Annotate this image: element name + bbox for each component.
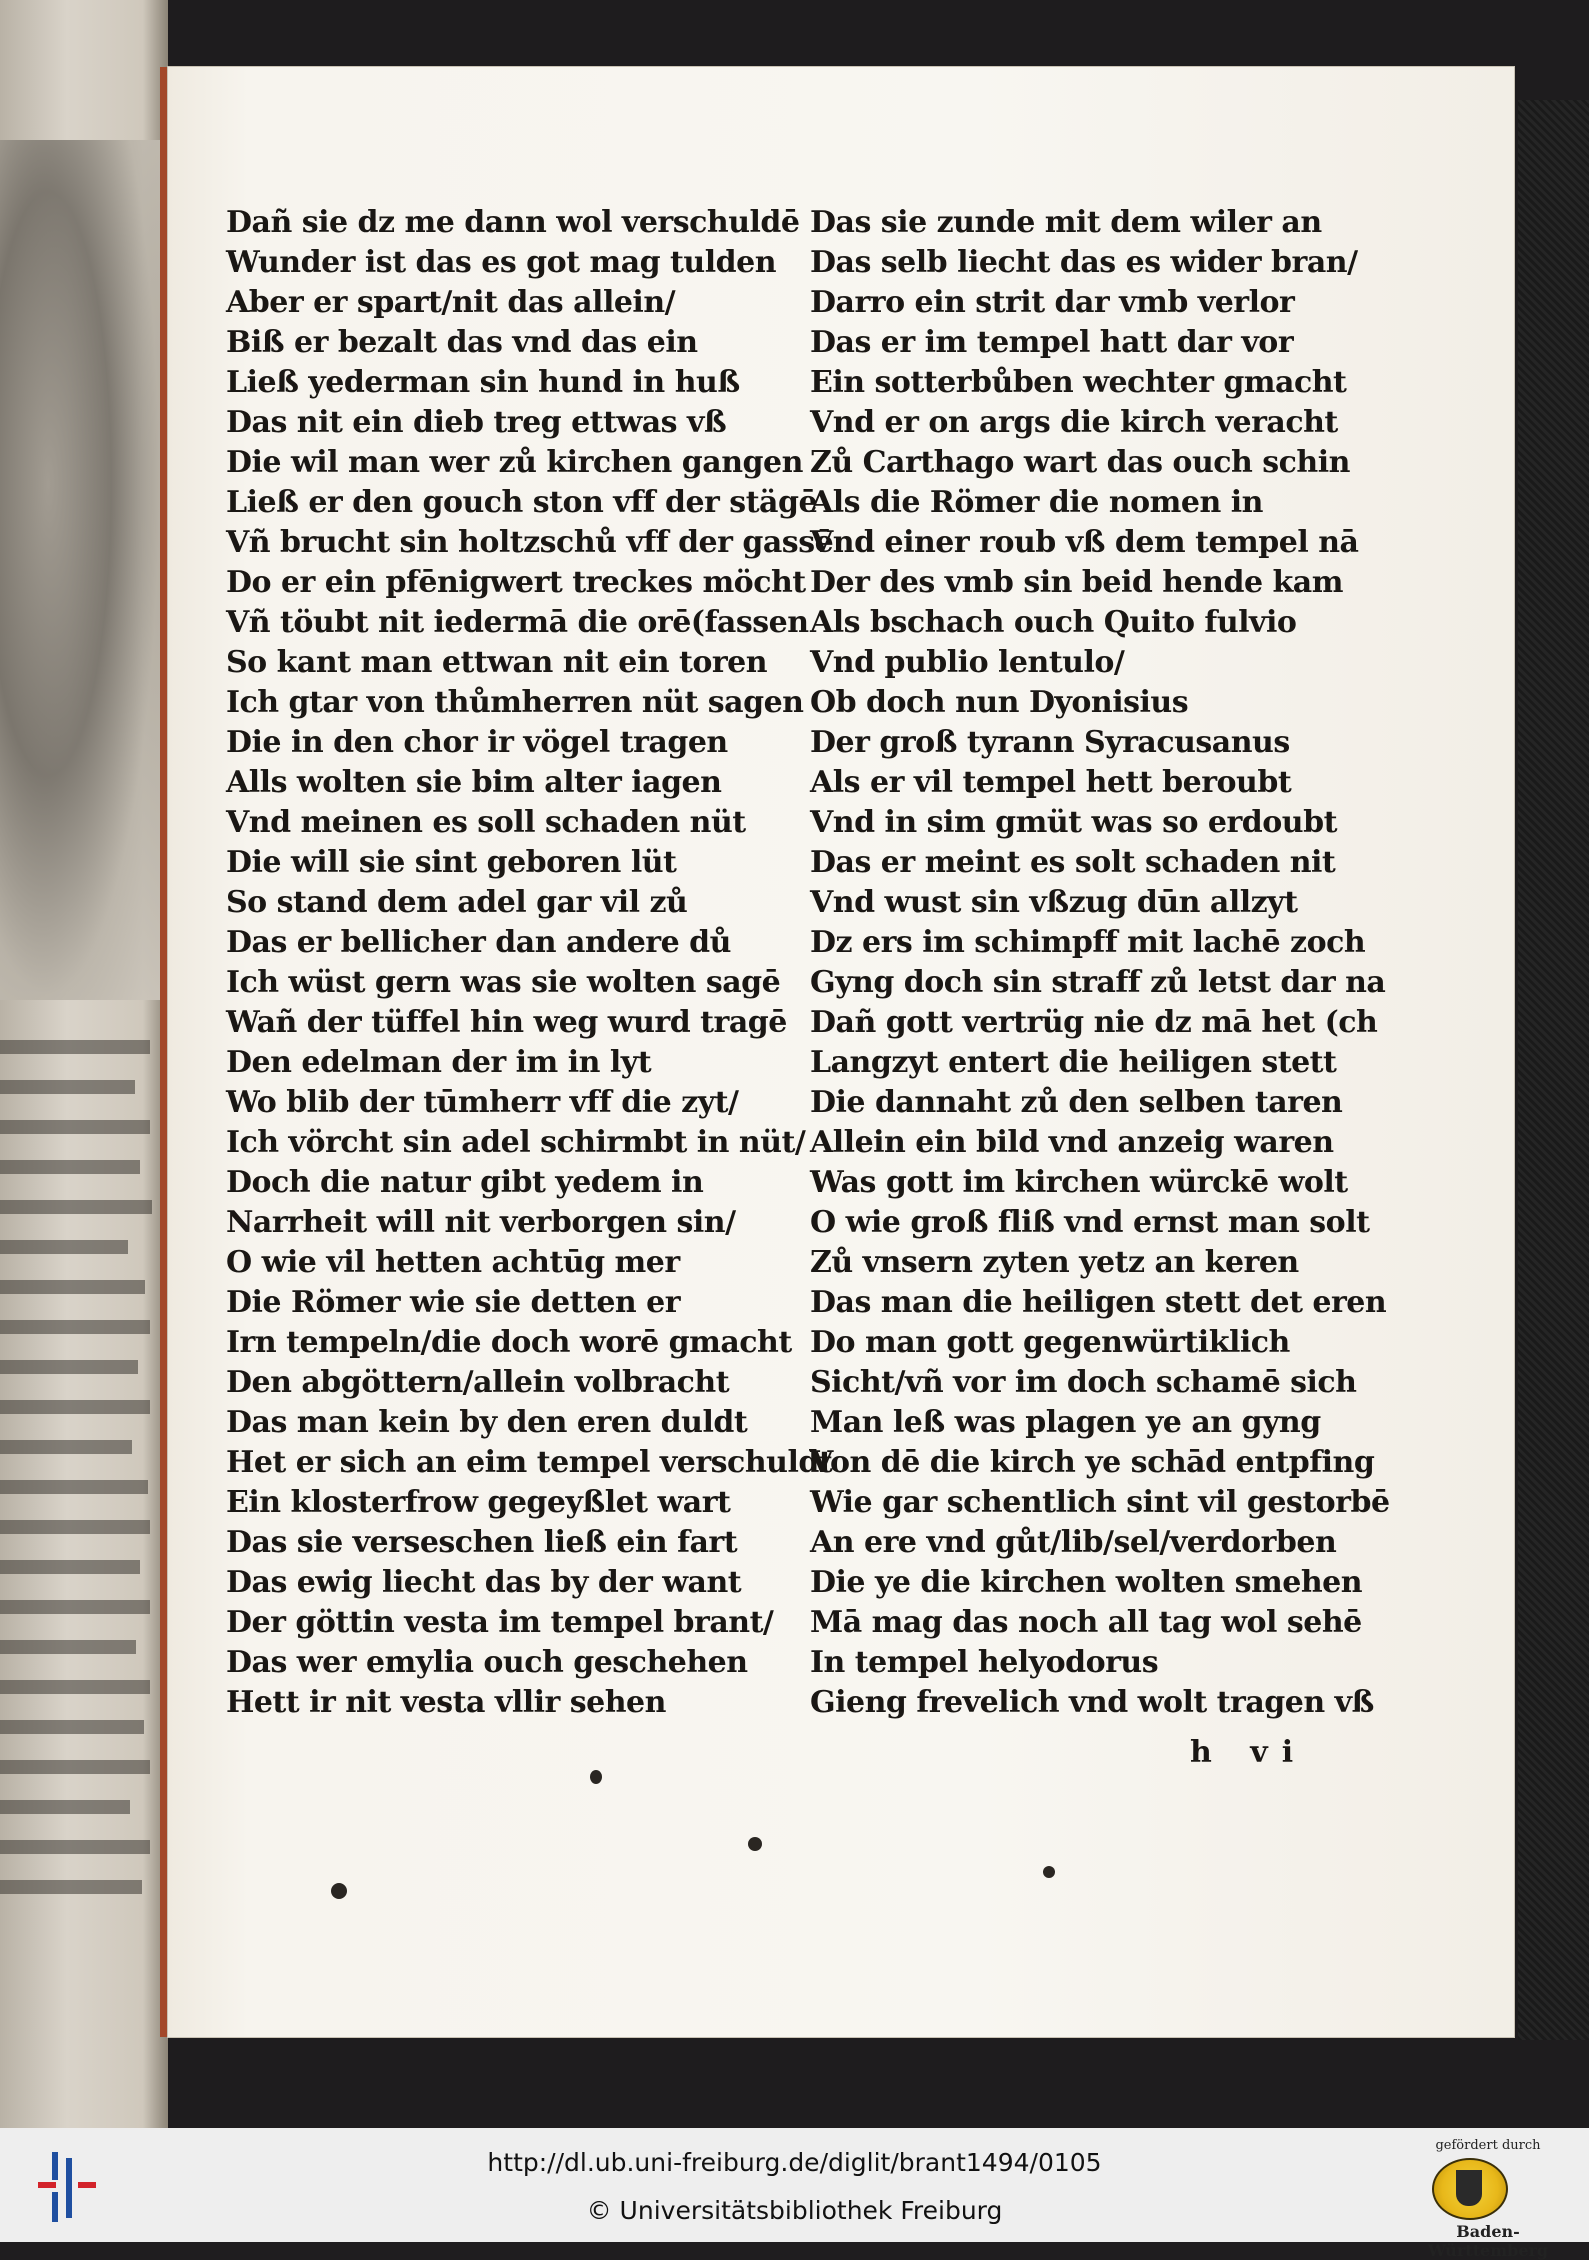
ink-spot <box>331 1883 347 1899</box>
text-line: Aber er spart/nit das allein/ <box>226 285 676 320</box>
text-line: Ließ yederman sin hund in huß <box>226 365 740 400</box>
text-line: Vnd wust sin vßzug dūn allzyt <box>810 885 1298 920</box>
text-line: Darro ein strit dar vmb verlor <box>810 285 1295 320</box>
text-line: Der göttin vesta im tempel brant/ <box>226 1605 774 1640</box>
text-line: Das man die heiligen stett det eren <box>810 1285 1387 1320</box>
text-line: Ließ er den gouch ston vff der stägē <box>226 485 818 520</box>
text-line: Narrheit will nit verborgen sin/ <box>226 1205 736 1240</box>
text-line: Ich wüst gern was sie wolten sagē <box>226 965 781 1000</box>
text-line: Das nit ein dieb treg ettwas vß <box>226 405 727 440</box>
text-line: In tempel helyodorus <box>810 1645 1159 1680</box>
text-line: Ein sotterbůben wechter gmacht <box>810 365 1347 400</box>
text-line: Do er ein pfēnigwert treckes möcht <box>226 565 806 600</box>
ink-spot <box>748 1837 762 1851</box>
ink-spot <box>1043 1866 1055 1878</box>
viewer-footer <box>0 2128 1589 2260</box>
text-line: Ich gtar von thůmherren nüt sagen <box>226 685 804 720</box>
ink-spot <box>590 1770 602 1784</box>
text-line: Die ye die kirchen wolten smehen <box>810 1565 1363 1600</box>
text-line: Mā mag das noch all tag wol sehē <box>810 1605 1362 1640</box>
text-line: Doch die natur gibt yedem in <box>226 1165 704 1200</box>
text-line: Die wil man wer zů kirchen gangen <box>226 445 803 480</box>
text-line: Wañ der tüffel hin weg wurd tragē <box>226 1005 787 1040</box>
state-coat-of-arms-icon <box>1432 2158 1508 2220</box>
text-line: Vnd in sim gmüt was so erdoubt <box>810 805 1337 840</box>
text-line: Die in den chor ir vögel tragen <box>226 725 728 760</box>
text-line: O wie groß fliß vnd ernst man solt <box>810 1205 1370 1240</box>
sponsor-name: Baden-Württemberg <box>1427 2222 1549 2260</box>
text-line: Vnd einer roub vß dem tempel nā <box>810 525 1359 560</box>
text-line: Dañ sie dz me dann wol verschuldē <box>226 205 800 240</box>
text-line: Das er im tempel hatt dar vor <box>810 325 1294 360</box>
signature-mark: h vi <box>1190 1735 1308 1770</box>
text-line: Ein klosterfrow gegeyßlet wart <box>226 1485 731 1520</box>
text-line: Als die Römer die nomen in <box>810 485 1263 520</box>
woodcut-illustration <box>0 140 160 1000</box>
text-line: Die will sie sint geboren lüt <box>226 845 677 880</box>
text-line: Vñ töubt nit iedermā die orē(fassen <box>226 605 809 640</box>
text-line: Von dē die kirch ye schād entpfing <box>810 1445 1375 1480</box>
sponsor-label: gefördert durch <box>1435 2138 1541 2153</box>
text-line: Man leß was plagen ye an gyng <box>810 1405 1321 1440</box>
text-line: Allein ein bild vnd anzeig waren <box>810 1125 1334 1160</box>
text-line: Den edelman der im in lyt <box>226 1045 652 1080</box>
text-line: Vnd publio lentulo/ <box>810 645 1125 680</box>
text-line: An ere vnd gůt/lib/sel/verdorben <box>810 1525 1337 1560</box>
text-line: Vnd meinen es soll schaden nüt <box>226 805 746 840</box>
permalink-url[interactable]: http://dl.ub.uni-freiburg.de/diglit/brant1494/0105 <box>487 2148 1102 2177</box>
text-column-left <box>226 203 833 1723</box>
text-line: Gieng frevelich vnd wolt tragen vß <box>810 1685 1374 1720</box>
text-line: Was gott im kirchen würckē wolt <box>810 1165 1348 1200</box>
book-page <box>168 67 1514 2037</box>
text-line: Das sie zunde mit dem wiler an <box>810 205 1322 240</box>
text-line: Das sie verseschen ließ ein fart <box>226 1525 738 1560</box>
text-line: Do man gott gegenwürtiklich <box>810 1325 1290 1360</box>
text-line: Het er sich an eim tempel verschuldt <box>226 1445 833 1480</box>
text-line: Langzyt entert die heiligen stett <box>810 1045 1337 1080</box>
text-line: Wunder ist das es got mag tulden <box>226 245 777 280</box>
text-line: Hett ir nit vesta vllir sehen <box>226 1685 666 1720</box>
facing-page-text-fragments <box>0 1040 160 1920</box>
text-line: Zů Carthago wart das ouch schin <box>810 445 1350 480</box>
text-line: Dz ers im schimpff mit lachē zoch <box>810 925 1366 960</box>
book-cover-edge <box>1518 100 1589 2040</box>
text-line: Biß er bezalt das vnd das ein <box>226 325 698 360</box>
text-line: Wie gar schentlich sint vil gestorbē <box>810 1485 1390 1520</box>
facing-page-left <box>0 0 168 2128</box>
text-line: Wo blib der tūmherr vff die zyt/ <box>226 1085 739 1120</box>
text-line: Als bschach ouch Quito fulvio <box>810 605 1297 640</box>
text-line: O wie vil hetten achtūg mer <box>226 1245 680 1280</box>
text-line: Das selb liecht das es wider bran/ <box>810 245 1358 280</box>
text-line: Ob doch nun Dyonisius <box>810 685 1189 720</box>
text-line: Der des vmb sin beid hende kam <box>810 565 1343 600</box>
text-line: Vnd er on args die kirch veracht <box>810 405 1338 440</box>
text-line: Das ewig liecht das by der want <box>226 1565 742 1600</box>
text-line: Zů vnsern zyten yetz an keren <box>810 1245 1299 1280</box>
text-line: Alls wolten sie bim alter iagen <box>226 765 722 800</box>
text-column-right <box>810 203 1390 1723</box>
text-line: Das wer emylia ouch geschehen <box>226 1645 748 1680</box>
text-line: Als er vil tempel hett beroubt <box>810 765 1292 800</box>
text-line: Ich vörcht sin adel schirmbt in nüt/ <box>226 1125 806 1160</box>
text-line: So kant man ettwan nit ein toren <box>226 645 768 680</box>
text-line: Das er meint es solt schaden nit <box>810 845 1336 880</box>
text-line: Irn tempeln/die doch worē gmacht <box>226 1325 792 1360</box>
text-line: Das man kein by den eren duldt <box>226 1405 748 1440</box>
text-line: Vñ brucht sin holtzschů vff der gassē <box>226 525 834 560</box>
text-line: Die Römer wie sie detten er <box>226 1285 681 1320</box>
text-line: Gyng doch sin straff zů letst dar na <box>810 965 1386 1000</box>
text-line: Sicht/vñ vor im doch schamē sich <box>810 1365 1357 1400</box>
text-line: Dañ gott vertrüg nie dz mā het (ch <box>810 1005 1378 1040</box>
copyright-notice: © Universitätsbibliothek Freiburg <box>586 2196 1003 2225</box>
text-line: Der groß tyrann Syracusanus <box>810 725 1290 760</box>
text-line: Die dannaht zů den selben taren <box>810 1085 1343 1120</box>
text-line: Den abgöttern/allein volbracht <box>226 1365 730 1400</box>
text-line: Das er bellicher dan andere dů <box>226 925 731 960</box>
text-line: So stand dem adel gar vil zů <box>226 885 688 920</box>
